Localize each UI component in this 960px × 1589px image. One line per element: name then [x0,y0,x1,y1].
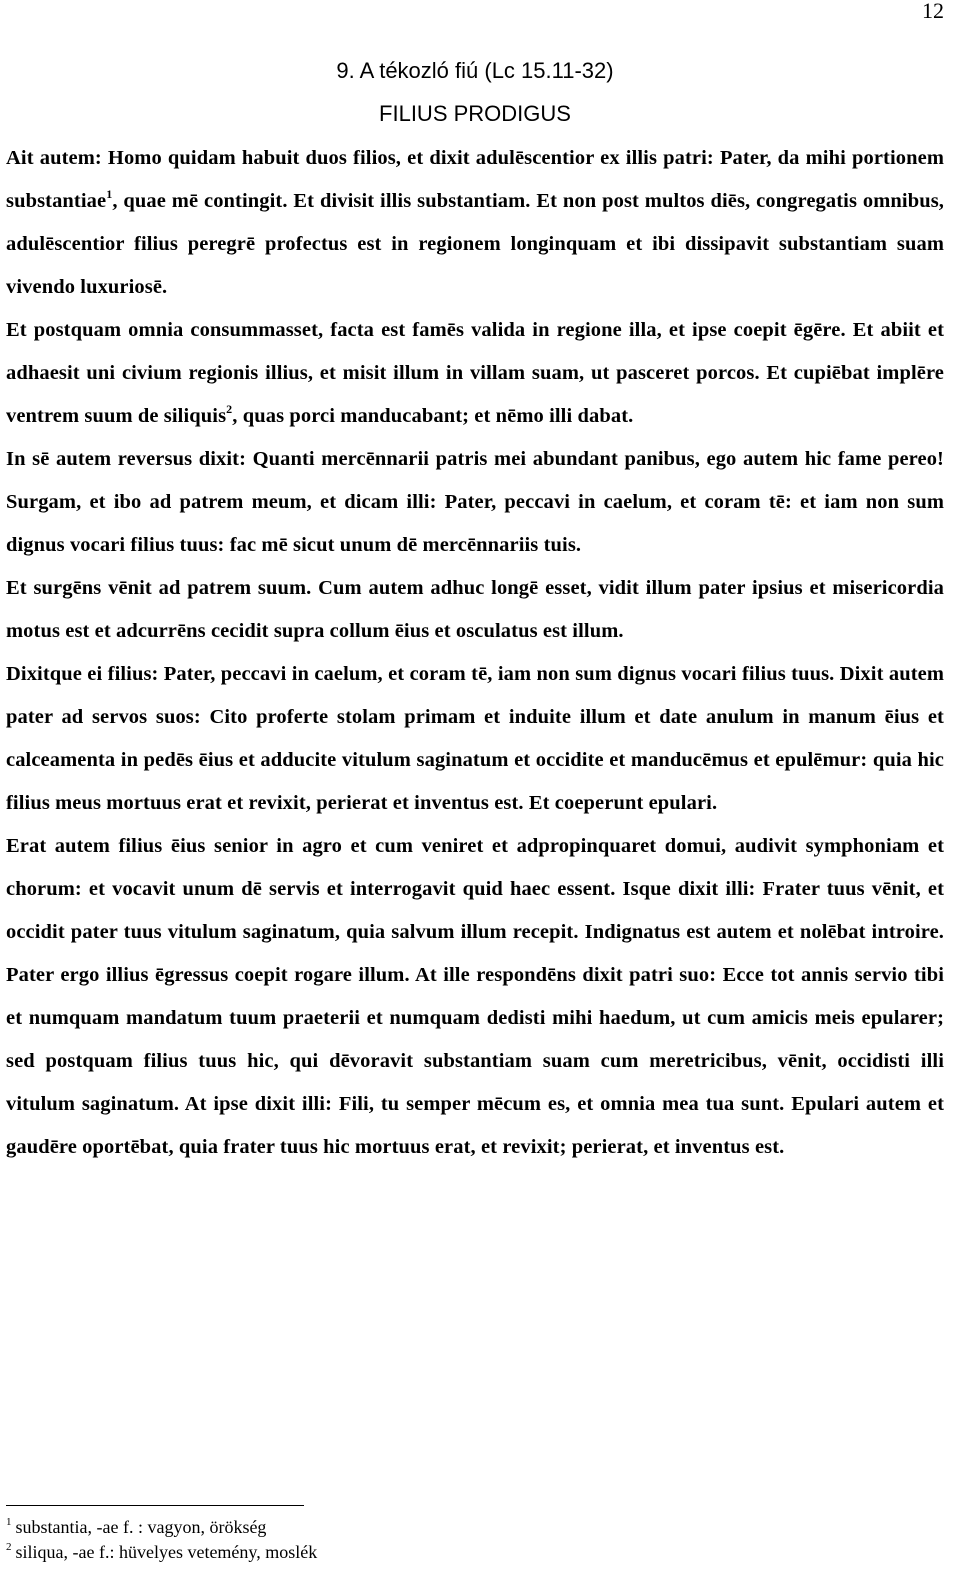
paragraph-text: , quae mē contingit. Et divisit illis substantiam. Et non post multos diēs, congregatis omnibus, adulēscentior filius peregrē profectus est in regionem longinquam et ibi dissipavit substantiam suam vivendo luxuriosē. [6,190,944,298]
footnote-ref: 2 [226,402,233,416]
paragraph-text: Et surgēns vēnit ad patrem suum. Cum autem adhuc longē esset, vidit illum pater ipsius et misericordia motus est et adcurrēns cecidit supra collum ēius et osculatus est illum. [6,577,944,642]
latin-text [6,137,944,1169]
paragraph-text: Dixitque ei filius: Pater, peccavi in caelum, et coram tē, iam non sum dignus vocari filius tuus. Dixit autem pater ad servos suos: Cito proferte stolam primam et induite illum et date anulum in manum ēius et calceamenta in pedēs ēius et adducite vitulum saginatum et occidite et manducēmus et epulēmur: quia hic filius meus mortuus erat et revixit, perierat et inventus est. Et coeperunt epulari. [6,663,944,814]
paragraph-text: Et postquam omnia consummasset, facta est famēs valida in regione illa, et ipse coepit ēgēre. Et abiit et adhaesit uni civium regionis illius, et misit illum in villam suam, ut pasceret porcos. Et cupiēbat implēre ventrem suum de siliquis [6,319,944,427]
paragraph-5 [6,653,944,825]
paragraph-3 [6,438,944,567]
paragraph-text: In sē autem reversus dixit: Quanti mercēnnarii patris mei abundant panibus, ego autem hic fame pereo! Surgam, et ibo ad patrem meum, et dicam illi: Pater, peccavi in caelum, et coram tē: et iam non sum dignus vocari filius tuus: fac mē sicut unum dē mercēnnariis tuis. [6,448,944,556]
footnote-2 [6,1540,317,1565]
footnote-separator [6,1505,304,1506]
paragraph-4 [6,567,944,653]
paragraph-text: Ait autem: Homo quidam habuit duos filios, et dixit adulēscentior ex illis patri: Pater, da mihi portionem substantiae [6,147,944,212]
footnote-text: substantia, -ae f. : vagyon, örökség [15,1517,267,1537]
footnote-mark: 2 [6,1541,12,1553]
chapter-title: 9. A tékozló fiú (Lc 15.11-32) [336,58,614,83]
footnote-ref: 1 [106,187,113,201]
page-number: 12 [922,0,944,23]
paragraph-2 [6,309,944,438]
chapter-subtitle: FILIUS PRODIGUS [379,101,571,126]
footnote-1 [6,1515,317,1540]
paragraph-text: Erat autem filius ēius senior in agro et cum veniret et adpropinquaret domui, audivit symphoniam et chorum: et vocavit unum dē servis et interrogavit quid haec essent. Isque dixit illi: Frater tuus vēnit, et occidit pater tuus vitulum saginatum, quia salvum illum recepit. Indignatus est autem et nolēbat introire. Pater ergo illius ēgressus coepit rogare illum. At ille respondēns dixit patri suo: Ecce tot annis servio tibi et numquam mandatum tuum praeterii et numquam dedisti mihi haedum, ut cum amicis meis epularer; sed postquam filius tuus hic, qui dēvoravit substantiam suam cum meretricibus, vēnit, occidisti illi vitulum saginatum. At ipse dixit illi: Fili, tu semper mēcum es, et omnia mea tua sunt. Epulari autem et gaudēre oportēbat, quia frater tuus hic mortuus erat, et revixit; perierat, et inventus est. [6,835,944,1158]
footnotes [6,1515,317,1565]
footnote-mark: 1 [6,1516,12,1528]
footnote-text: siliqua, -ae f.: hüvelyes vetemény, moslék [15,1542,318,1562]
paragraph-1 [6,137,944,309]
paragraph-6 [6,825,944,1169]
paragraph-text: , quas porci manducabant; et nēmo illi dabat. [232,405,634,427]
